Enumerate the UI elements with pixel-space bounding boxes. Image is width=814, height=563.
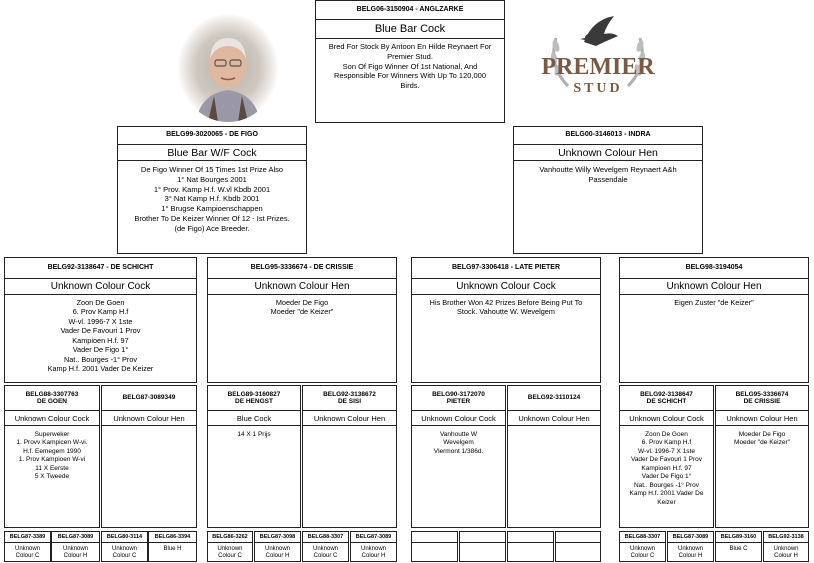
dam-colour: Unknown Colour Hen [514,144,702,161]
g5-card [619,531,666,562]
subject-bird-card [315,0,505,123]
g4-card-6 [507,385,601,528]
g3-ring: BELG97-3306418 - LATE PIETER [451,263,561,271]
subject-notes: Bred For Stock By Antoon En Hilde Reynaert For Premier Stud. Son Of Figo Winner Of 1st National, And Responsible For Winners With Up To 120,000 Birds. [328,42,492,90]
g5-ring: BELG92-3138 [764,532,808,543]
g3-colour: Unknown Colour Hen [208,278,396,295]
g4-notes: Vanhoutte W Wevelgem Vlermont 1/386d. [433,431,484,455]
g5-colour: Unknown Colour H [264,546,290,560]
g5-card [207,531,253,562]
g3-card-4 [619,257,809,383]
g5-card [101,531,148,562]
g5-card [4,531,51,562]
g5-ring: BELG88-3307 [303,532,348,543]
g5-ring: BELG86-3262 [208,532,252,543]
g5-card [459,531,506,562]
g5-colour: Unknown Colour H [62,546,88,560]
g5-ring [460,532,505,543]
g3-card-3 [411,257,601,383]
g4-card-1 [4,385,100,528]
g5-colour [460,543,505,548]
sire-notes: De Figo Winner Of 15 Times 1st Prize Also 1° Nat Bourges 2001 1° Prov. Kamp H.f. W.vl Kbdb 2001 3° Nat Kamp H.f. Kbdb 2001 1° Brugse Kampioenschappen Brother To De Keizer Winner Of 12 - Ist Prizes. (de Figo) Ace Breeder. [134,165,290,233]
g5-ring: BELG87-3389 [5,532,50,543]
g5-colour: Unknown Colour C [312,546,338,560]
g4-ring: BELG89-3160827 DE HENGST [227,390,281,405]
g3-ring: BELG98-3194054 [685,263,743,271]
g5-ring [556,532,600,543]
g4-ring: BELG92-3110124 [527,394,581,402]
sire-card [117,126,307,254]
subject-colour: Blue Bar Cock [316,19,504,39]
g5-card [715,531,762,562]
g5-colour: Unknown Colour H [677,546,703,560]
g4-colour: Unknown Colour Cock [412,410,505,426]
g4-ring: BELG92-3138647 DE SCHICHT [640,390,693,405]
g3-card-1 [4,257,197,383]
logo-premier-text: PREMIER [541,54,655,80]
g4-card-5 [411,385,506,528]
g4-notes: Superweker 1. Provv Kampicen W-vi. H.f. Eemegem 1990 1. Prov Kampioen W-vi 11 X Eerste 5 X Tweede [16,431,88,481]
dam-ring: BELG00-3146013 - INDRA [565,131,651,139]
g5-ring: BELG89-3160 [716,532,761,543]
g4-notes: 14 X 1 Prijs [237,431,271,438]
g5-colour: Unknown Colour C [14,546,40,560]
g5-colour [556,543,600,548]
g5-card [667,531,714,562]
g4-ring: BELG90-3172070 PIETER [432,390,485,405]
g3-ring: BELG95-3336674 - DE CRISSIE [250,263,354,271]
subject-ring: BELG06-3150904 - ANGLZARKE [356,5,464,13]
g4-colour: Unknown Colour Hen [716,410,808,426]
g4-card-8 [715,385,809,528]
g5-colour [412,543,457,548]
breeder-photo [178,14,278,122]
g5-colour: Unknown Colour H [360,546,386,560]
dam-notes: Vanhoutte Willy Wevelgem Reynaert A&h Passendale [539,165,677,184]
g5-card [51,531,100,562]
g5-ring [412,532,457,543]
g5-colour: Unknown Colour C [111,546,137,560]
dam-card [513,126,703,254]
sire-colour: Blue Bar W/F Cock [118,144,306,161]
g4-notes: Zoon De Goen 6. Prov Kamp H.f W-vl. 1996-7 X 1ste Vader De Favouri 1 Prov Kampioen H.f. 97 Vader De Figo 1° Nat.. Bourges -1° Prov Kamp H.f. 2001 Vader De Keizer [629,431,704,506]
g4-card-2 [101,385,197,528]
g5-colour: Unknown Colour C [217,546,243,560]
g4-card-4 [302,385,397,528]
g5-colour [508,543,553,548]
g3-colour: Unknown Colour Cock [412,278,600,295]
g3-notes: Zoon De Goen 6. Prov Kamp H.f W-vl. 1996-7 X 1ste Vader De Favouri 1 Prov Kampioen H.f. 97 Vader De Figo 1° Nat.. Bourges -1° Prov Kamp H.f. 2001 Vader De Keizer [47,298,154,374]
g4-ring: BELG95-3336674 DE CRISSIE [735,390,789,405]
g3-notes: Eigen Zuster "de Keizer" [674,298,754,307]
breeder-portrait [178,14,278,122]
g3-card-2 [207,257,397,383]
g4-colour: Blue Cock [208,410,300,426]
g5-card [302,531,349,562]
g5-card [555,531,601,562]
g5-ring: BELG80-3114 [102,532,147,543]
sire-ring: BELG99-3020065 - DE FIGO [166,131,258,139]
g5-ring: BELG88-3307 [620,532,665,543]
g4-colour: Unknown Colour Hen [303,410,396,426]
g4-notes: Moeder De Figo Moeder "de Keizer" [734,431,790,447]
premier-stud-logo [534,12,662,112]
g4-card-3 [207,385,301,528]
g5-card [350,531,397,562]
g4-colour: Unknown Colour Cock [620,410,713,426]
g3-notes: Moeder De Figo Moeder "de Keizer" [270,298,334,317]
g4-card-7 [619,385,714,528]
g5-ring: BELG86-3394 [149,532,196,543]
g5-ring: BELG87-3089 [52,532,99,543]
g5-card [254,531,301,562]
logo-stud-text: STUD [573,81,623,96]
g5-colour: Unknown Colour H [773,546,799,560]
g3-ring: BELG92-3138647 - DE SCHICHT [47,263,154,271]
g5-card [148,531,197,562]
g4-ring: BELG87-3089349 [122,394,176,402]
g4-ring: BELG92-3138672 DE SISI [323,390,376,405]
g5-ring: BELG87-3098 [255,532,300,543]
g5-colour: Blue C [729,546,748,552]
g5-ring [508,532,553,543]
g3-colour: Unknown Colour Cock [5,278,196,295]
g4-ring: BELG88-3307763 DE GOEN [25,390,79,405]
g5-ring: BELG87-3089 [351,532,396,543]
g5-card [507,531,554,562]
g5-colour: Unknown Colour C [629,546,655,560]
g3-colour: Unknown Colour Hen [620,278,808,295]
g5-card [411,531,458,562]
g4-colour: Unknown Colour Cock [5,410,99,426]
g5-colour: Blue H [163,546,182,552]
g5-ring: BELG87-3089 [668,532,713,543]
g4-colour: Unknown Colour Hen [508,410,600,426]
g4-colour: Unknown Colour Hen [102,410,196,426]
g3-notes: His Brother Won 42 Prizes Before Being Put To Stock. Vahoutte W. Wevelgem [429,298,583,317]
g5-card [763,531,809,562]
